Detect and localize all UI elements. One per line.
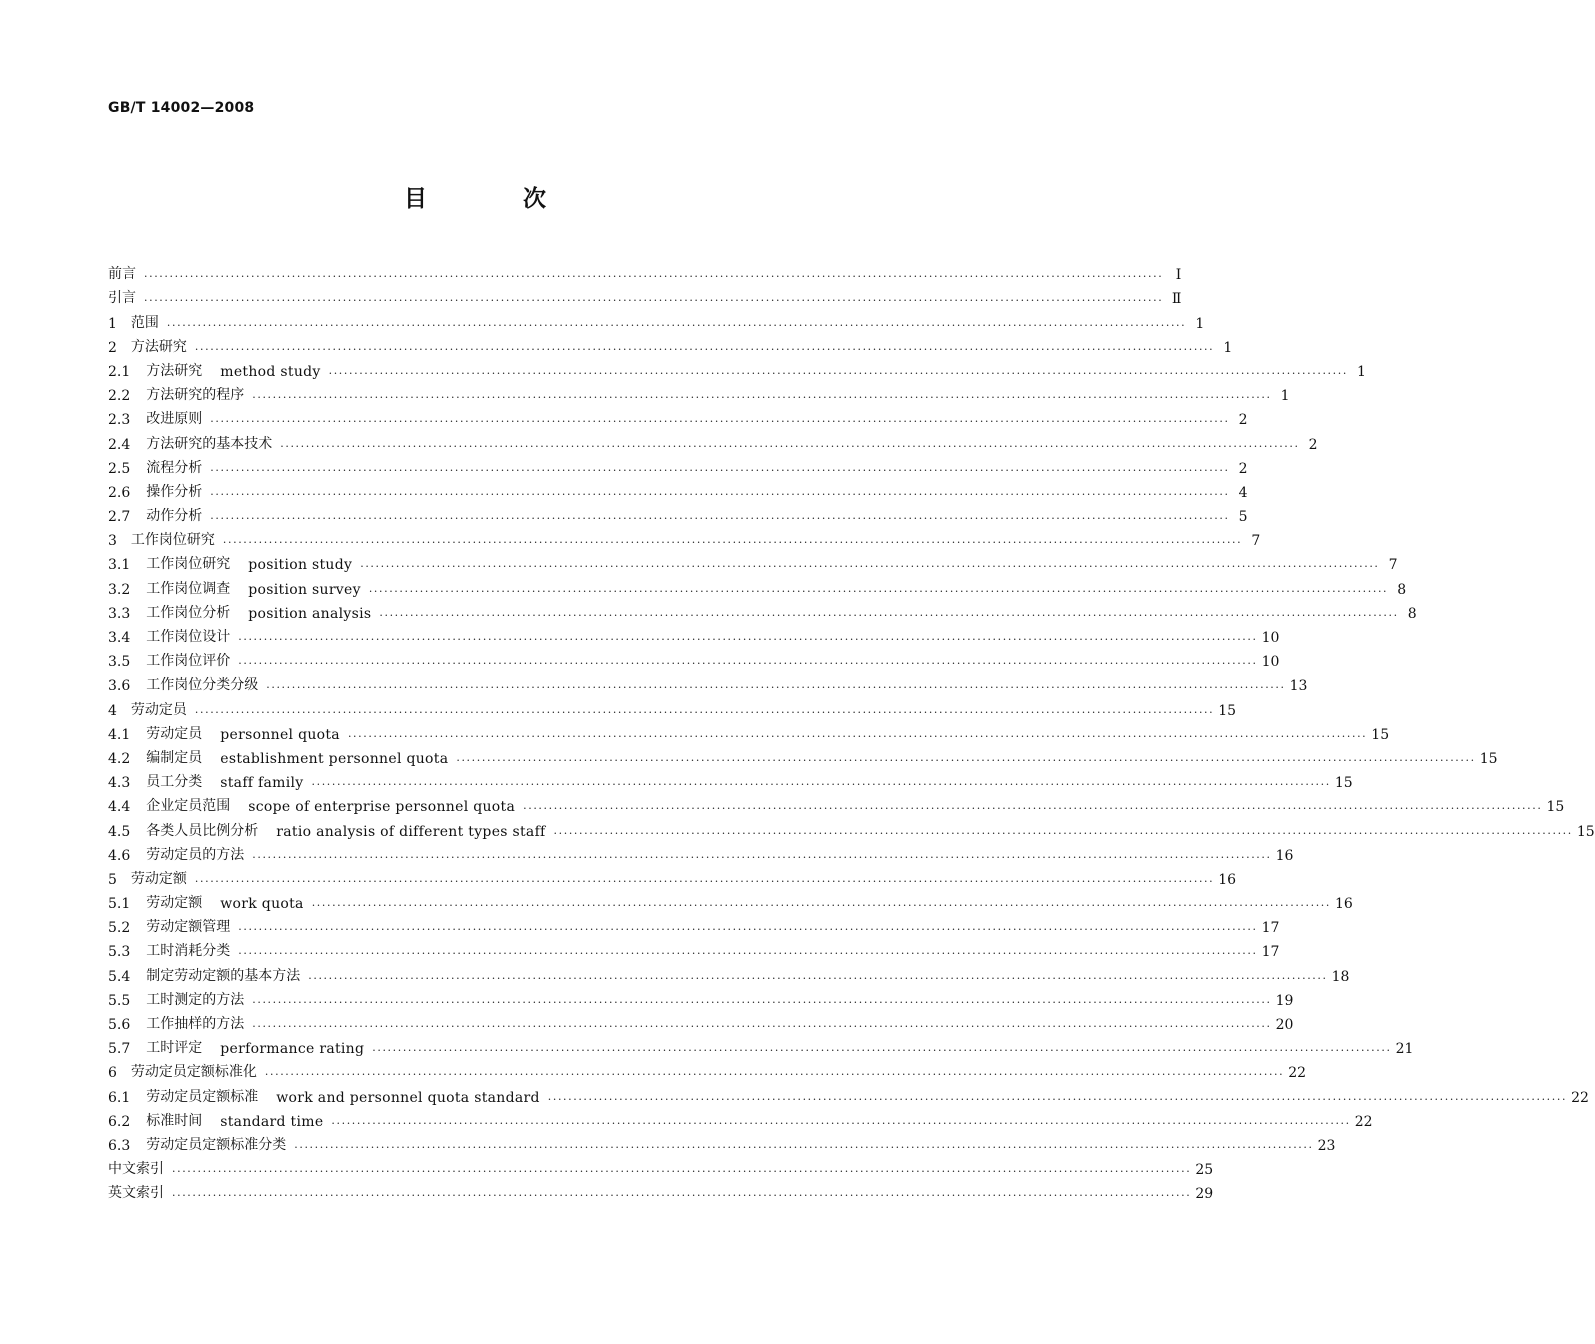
toc-entry[interactable] (108, 694, 1237, 719)
toc-entry-english-title: scope of enterprise personnel quota (248, 799, 516, 816)
toc-entry-page-number: 5 (1238, 509, 1248, 526)
toc-dot-leader: ········································································································································································································ (331, 1116, 1351, 1130)
toc-entry-number: 4.6 (108, 847, 131, 864)
toc-entry-title: 方法研究的程序 (146, 387, 245, 404)
toc-entry[interactable] (108, 1130, 1336, 1154)
toc-entry-title: 中文索引 (108, 1161, 164, 1178)
toc-entry-english-title: method study (220, 363, 321, 380)
toc-entry-title: 编制定员 (146, 749, 203, 766)
toc-dot-leader: ········································································································································································································ (194, 874, 1215, 888)
toc-entry-number: 2.7 (108, 509, 131, 526)
toc-entry-title: 劳动定员 (146, 725, 203, 742)
toc-entry-page-number: 15 (1479, 750, 1498, 767)
toc-entry-title: 工时消耗分类 (146, 943, 231, 960)
toc-dot-leader: ········································································································································································································ (172, 1189, 1192, 1203)
toc-entry-title: 工作岗位调查 (146, 580, 231, 597)
toc-dot-leader: ········································································································································································································ (523, 802, 1543, 816)
toc-dot-leader: ········································································································································································································ (194, 342, 1215, 356)
toc-entry[interactable] (108, 622, 1280, 646)
toc-entry-english-title: work and personnel quota standard (276, 1089, 540, 1106)
toc-entry-title: 操作分析 (146, 483, 203, 500)
toc-entry-title: 各类人员比例分析 (146, 822, 259, 839)
toc-entry[interactable] (108, 356, 1366, 380)
toc-entry-title: 劳动定额 (130, 870, 187, 887)
toc-entry-number: 5.2 (108, 920, 131, 937)
toc-entry-title: 劳动定员的方法 (146, 846, 245, 863)
toc-entry-number: 5.5 (108, 992, 131, 1009)
toc-entry-english-title: ratio analysis of different types staff (276, 823, 546, 840)
toc-dot-leader: ········································································································································································································ (144, 270, 1164, 284)
toc-entry-number: 3.5 (108, 654, 131, 671)
toc-entry-title: 方法研究 (146, 362, 203, 379)
toc-entry-number: 2.2 (108, 388, 131, 405)
toc-dot-leader: ········································································································································································································ (210, 512, 1230, 526)
toc-entry-english-title: personnel quota (220, 726, 340, 743)
toc-entry[interactable] (108, 815, 1595, 840)
toc-entry-title: 劳动定额管理 (146, 919, 231, 936)
toc-entry-number: 3.1 (108, 557, 131, 574)
toc-dot-leader: ········································································································································································································ (456, 753, 1476, 767)
toc-entry[interactable] (108, 453, 1248, 477)
toc-entry-title: 工作岗位分析 (146, 604, 231, 621)
toc-entry-number: 5.3 (108, 944, 131, 961)
toc-entry[interactable] (108, 719, 1390, 743)
toc-entry[interactable] (108, 1033, 1414, 1058)
toc-entry-page-number: Ⅰ (1175, 267, 1182, 284)
table-of-contents (108, 259, 1595, 1203)
toc-entry-page-number: 17 (1261, 920, 1280, 937)
toc-entry-title: 工作抽样的方法 (146, 1016, 245, 1032)
toc-entry-page-number: 1 (1280, 388, 1290, 405)
toc-dot-leader: ········································································································································································································ (238, 633, 1258, 646)
toc-entry-page-number: 21 (1395, 1041, 1414, 1058)
toc-entry-title: 流程分析 (146, 459, 203, 476)
toc-entry-number: 4 (108, 702, 117, 719)
toc-entry-title: 制定劳动定额的基本方法 (146, 967, 301, 984)
toc-entry-title: 工作岗位评价 (146, 653, 231, 670)
toc-entry-title: 工作岗位设计 (146, 629, 231, 645)
toc-entry-page-number: 4 (1238, 484, 1248, 501)
toc-entry-title: 劳动定员定额标准分类 (146, 1136, 287, 1153)
toc-entry-title: 工作岗位研究 (146, 556, 231, 573)
toc-entry[interactable] (108, 1057, 1307, 1082)
toc-entry-number: 6 (108, 1065, 117, 1082)
toc-entry-number: 2.6 (108, 484, 131, 501)
toc-dot-leader: ········································································································································································································ (252, 995, 1272, 1009)
toc-entry-number: 4.1 (108, 726, 131, 743)
toc-entry[interactable] (108, 428, 1318, 453)
toc-entry-number: 5 (108, 871, 117, 888)
toc-entry-title: 劳动定员定额标准 (146, 1088, 259, 1105)
toc-dot-leader: ········································································································································································································ (280, 439, 1300, 453)
toc-entry-title: 英文索引 (108, 1185, 164, 1202)
toc-entry-page-number: 15 (1576, 823, 1595, 840)
toc-entry-page-number: 15 (1218, 702, 1237, 719)
toc-entry-page-number: 17 (1261, 944, 1280, 961)
toc-entry-title: 标准时间 (146, 1112, 203, 1129)
toc-entry-number: 3.3 (108, 605, 131, 622)
toc-entry-number: 5.6 (108, 1017, 131, 1033)
toc-entry-english-title: work quota (220, 896, 304, 913)
toc-entry[interactable] (108, 404, 1248, 429)
toc-entry[interactable] (108, 259, 1182, 284)
toc-dot-leader: ········································································································································································································ (172, 1165, 1192, 1179)
toc-entry-title: 工时评定 (146, 1040, 203, 1057)
toc-dot-leader: ········································································································································································································ (210, 487, 1230, 501)
toc-entry-number: 3.4 (108, 630, 131, 646)
toc-entry-title: 前言 (108, 266, 136, 283)
toc-entry-title: 工时测定的方法 (146, 991, 245, 1008)
toc-entry-title: 方法研究 (130, 338, 187, 355)
toc-entry[interactable] (108, 1178, 1214, 1203)
toc-entry[interactable] (108, 840, 1294, 864)
toc-entry-page-number: 16 (1335, 896, 1353, 913)
toc-entry-title: 工作岗位分类分级 (146, 677, 259, 694)
toc-entry[interactable] (108, 332, 1233, 356)
toc-entry[interactable] (108, 525, 1261, 550)
toc-dot-leader: ········································································································································································································ (144, 294, 1164, 308)
toc-entry-english-title: performance rating (220, 1041, 365, 1058)
toc-entry-number: 2.3 (108, 412, 131, 429)
toc-entry[interactable] (108, 791, 1565, 816)
toc-dot-leader: ········································································································································································································ (222, 536, 1243, 550)
toc-entry-page-number: 22 (1288, 1065, 1307, 1082)
toc-entry-page-number: 18 (1331, 968, 1350, 985)
toc-entry-number: 3 (108, 533, 117, 550)
toc-dot-leader: ········································································································································································································ (379, 608, 1399, 622)
toc-entry-page-number: 2 (1238, 460, 1248, 477)
toc-entry-page-number: 8 (1397, 581, 1407, 598)
toc-entry-english-title: position survey (248, 581, 361, 598)
page-title: 目 次 (403, 186, 590, 212)
toc-entry[interactable] (108, 501, 1248, 526)
toc-entry[interactable] (108, 1154, 1214, 1179)
toc-dot-leader: ········································································································································································································ (547, 1092, 1568, 1106)
toc-entry-title: 改进原则 (146, 411, 203, 428)
toc-entry-page-number: 22 (1571, 1089, 1589, 1106)
toc-entry-page-number: 19 (1275, 992, 1294, 1009)
document-code: GB/T 14002—2008 (108, 100, 255, 116)
toc-entry-number: 6.3 (108, 1137, 131, 1154)
toc-entry-number: 4.4 (108, 799, 131, 816)
toc-entry[interactable] (108, 985, 1294, 1009)
toc-entry-number: 2.5 (108, 460, 131, 477)
toc-entry-title: 劳动定员 (130, 701, 187, 718)
toc-entry[interactable] (108, 307, 1205, 332)
toc-entry[interactable] (108, 864, 1237, 888)
toc-entry-page-number: 1 (1357, 363, 1366, 380)
toc-entry[interactable] (108, 1106, 1373, 1130)
toc-entry-number: 4.5 (108, 823, 131, 840)
toc-dot-leader: ········································································································································································································ (264, 1068, 1285, 1082)
toc-entry-page-number: 1 (1223, 339, 1233, 356)
toc-dot-leader: ········································································································································································································ (166, 318, 1187, 332)
toc-dot-leader: ········································································································································································································ (238, 657, 1258, 671)
toc-entry-number: 2 (108, 339, 117, 356)
toc-entry-english-title: standard time (220, 1113, 324, 1130)
toc-entry-page-number: 2 (1238, 412, 1248, 429)
toc-entry-page-number: 20 (1275, 1017, 1294, 1033)
toc-entry[interactable] (108, 1009, 1294, 1033)
toc-entry-title: 工作岗位研究 (130, 532, 215, 549)
toc-dot-leader: ········································································································································································································ (308, 971, 1328, 985)
toc-dot-leader: ········································································································································································································ (311, 778, 1331, 792)
toc-entry-english-title: staff family (220, 775, 304, 792)
toc-entry-number: 3.2 (108, 581, 131, 598)
toc-dot-leader: ········································································································································································································ (238, 947, 1258, 961)
toc-entry-page-number: 10 (1261, 630, 1280, 646)
toc-entry-page-number: 29 (1195, 1186, 1214, 1203)
toc-entry-title: 范围 (130, 314, 159, 331)
toc-entry-number: 2.4 (108, 436, 131, 453)
toc-dot-leader: ········································································································································································································ (360, 560, 1380, 574)
toc-entry[interactable] (108, 283, 1182, 308)
toc-dot-leader: ········································································································································································································ (252, 1020, 1272, 1033)
toc-entry-page-number: 10 (1261, 654, 1280, 671)
toc-entry-number: 2.1 (108, 363, 131, 380)
toc-entry[interactable] (108, 670, 1308, 695)
toc-entry-number: 6.1 (108, 1089, 131, 1106)
toc-entry-page-number: 25 (1195, 1162, 1214, 1179)
toc-entry-number: 3.6 (108, 678, 131, 695)
toc-entry-number: 1 (108, 315, 117, 332)
toc-entry-number: 5.4 (108, 968, 131, 985)
toc-entry-title: 动作分析 (146, 508, 203, 525)
toc-entry-page-number: 8 (1407, 605, 1417, 622)
toc-entry-number: 5.7 (108, 1041, 131, 1058)
toc-entry-title: 方法研究的基本技术 (146, 435, 273, 452)
toc-dot-leader: ········································································································································································································ (252, 391, 1272, 405)
toc-entry[interactable] (108, 573, 1407, 598)
toc-entry[interactable] (108, 888, 1353, 913)
toc-entry-number: 4.3 (108, 775, 131, 792)
toc-entry[interactable] (108, 743, 1498, 767)
toc-dot-leader: ········································································································································································································ (194, 705, 1215, 719)
toc-entry[interactable] (108, 960, 1350, 985)
toc-entry-title: 企业定员范围 (146, 798, 231, 815)
toc-entry-page-number: 15 (1546, 799, 1565, 816)
toc-dot-leader: ········································································································································································································ (252, 850, 1272, 864)
toc-entry-english-title: establishment personnel quota (220, 750, 449, 767)
toc-entry-english-title: position study (248, 557, 353, 574)
toc-entry[interactable] (108, 912, 1280, 937)
toc-entry-page-number: 16 (1218, 871, 1237, 888)
toc-entry-page-number: 7 (1388, 557, 1398, 574)
toc-entry[interactable] (108, 1081, 1589, 1106)
toc-entry-page-number: 7 (1251, 533, 1261, 550)
toc-dot-leader: ········································································································································································································ (266, 681, 1286, 695)
toc-entry-page-number: 15 (1334, 775, 1353, 792)
toc-entry-page-number: 13 (1289, 678, 1308, 695)
toc-entry-page-number: 16 (1275, 847, 1294, 864)
toc-entry-page-number: 23 (1317, 1137, 1336, 1154)
toc-dot-leader: ········································································································································································································ (328, 366, 1348, 380)
toc-entry-title: 劳动定员定额标准化 (130, 1064, 257, 1081)
toc-entry[interactable] (108, 936, 1280, 961)
toc-dot-leader: ········································································································································································································ (553, 826, 1573, 840)
toc-dot-leader: ········································································································································································································ (368, 584, 1389, 598)
toc-entry-number: 4.2 (108, 750, 131, 767)
toc-entry[interactable] (108, 477, 1248, 501)
toc-entry[interactable] (108, 549, 1398, 574)
toc-dot-leader: ········································································································································································································ (372, 1044, 1392, 1058)
toc-entry[interactable] (108, 380, 1290, 405)
toc-dot-leader: ········································································································································································································ (238, 923, 1258, 937)
toc-entry-page-number: 15 (1371, 726, 1390, 743)
toc-entry-page-number: 2 (1308, 436, 1318, 453)
toc-dot-leader: ········································································································································································································ (294, 1140, 1314, 1154)
toc-entry-english-title: position analysis (248, 605, 372, 622)
toc-entry-number: 5.1 (108, 896, 131, 913)
toc-entry-page-number: 22 (1354, 1113, 1373, 1130)
toc-entry[interactable] (108, 598, 1417, 622)
toc-dot-leader: ········································································································································································································ (347, 729, 1368, 743)
toc-entry[interactable] (108, 767, 1353, 792)
toc-entry-title: 员工分类 (146, 774, 203, 791)
toc-entry[interactable] (108, 646, 1280, 671)
toc-entry-title: 劳动定额 (146, 895, 203, 912)
toc-entry-number: 6.2 (108, 1113, 131, 1130)
toc-entry-title: 引言 (108, 290, 136, 307)
toc-entry-page-number: 1 (1195, 315, 1205, 332)
toc-dot-leader: ········································································································································································································ (210, 463, 1230, 477)
toc-dot-leader: ········································································································································································································ (311, 899, 1332, 913)
toc-entry-page-number: Ⅱ (1171, 291, 1182, 308)
toc-dot-leader: ········································································································································································································ (210, 415, 1230, 429)
